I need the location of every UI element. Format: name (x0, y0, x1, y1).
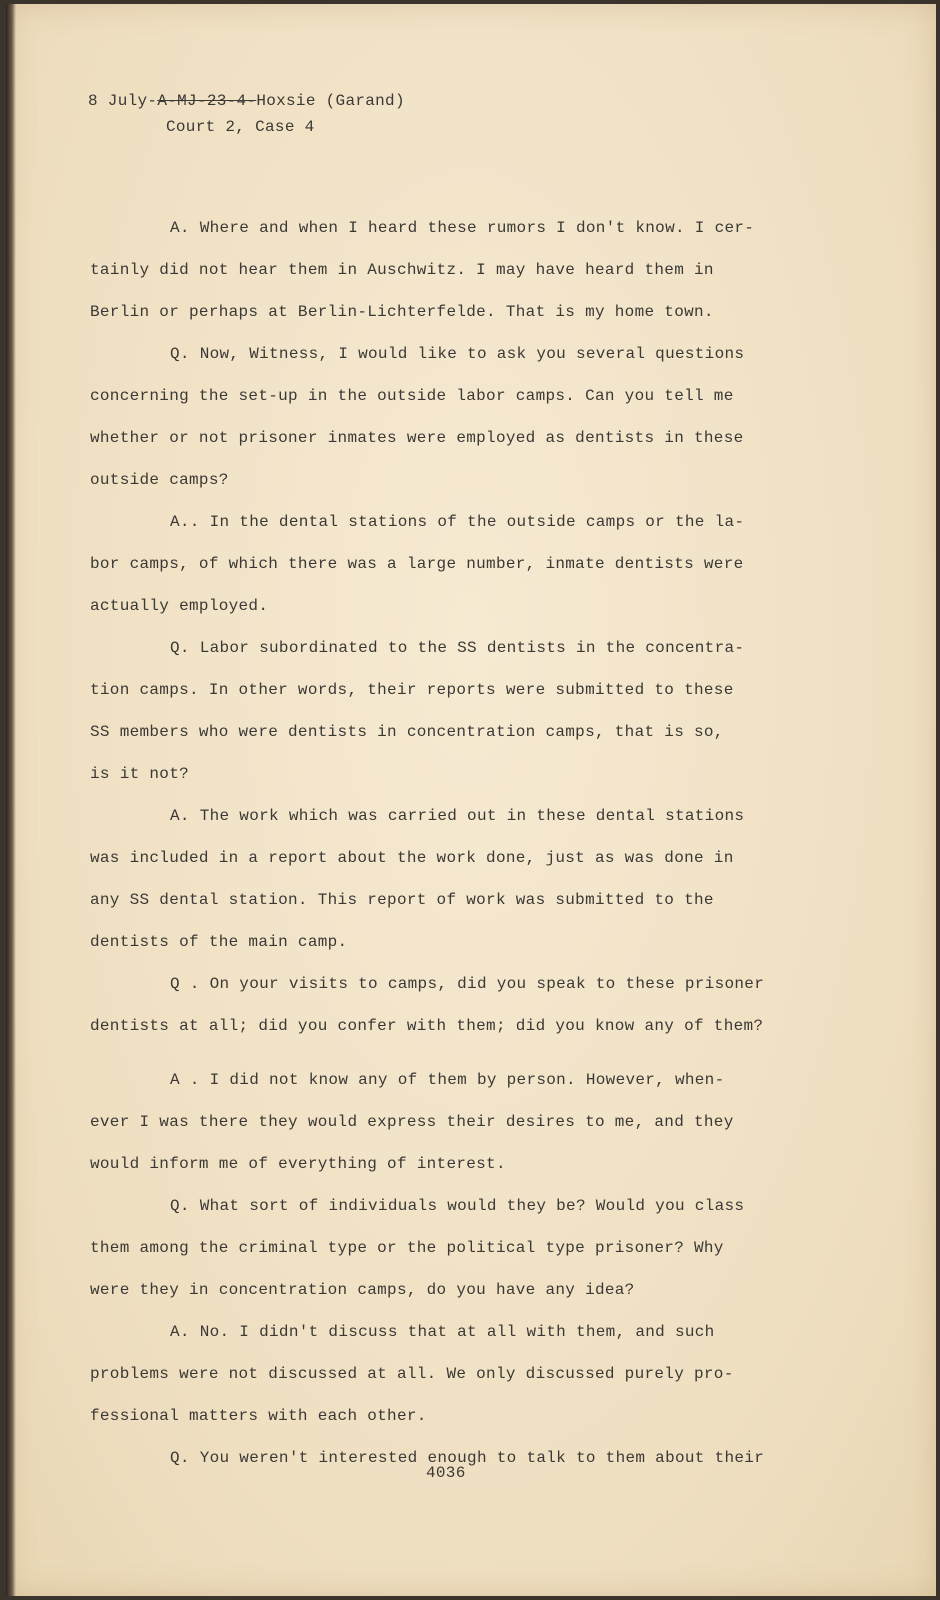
paragraph-first-line: Q. What sort of individuals would they be? Would you class (170, 1197, 745, 1215)
document-header (88, 88, 405, 140)
paragraph-line: were they in concentration camps, do you have any idea? (90, 1281, 635, 1299)
paragraph-line: was included in a report about the work done, just as was done in (90, 849, 734, 867)
paragraph-line: tion camps. In other words, their reports were submitted to these (90, 681, 734, 699)
transcript-body (90, 207, 810, 1479)
paragraph-gap (90, 1047, 810, 1059)
paragraph-line: dentists at all; did you confer with them; did you know any of them? (90, 1017, 764, 1035)
paragraph-first-line: A. No. I didn't discuss that at all with them, and such (170, 1323, 715, 1341)
document-page (6, 4, 936, 1596)
paragraph-first-line: A.. In the dental stations of the outside camps or the la- (170, 513, 745, 531)
header-names: Hoxsie (Garand) (256, 92, 405, 110)
paragraph-first-line: Q . On your visits to camps, did you speak to these prisoner (170, 975, 765, 993)
paragraph-first-line: A. Where and when I heard these rumors I don't know. I cer- (170, 219, 755, 237)
paragraph-line: actually employed. (90, 597, 269, 615)
header-date: 8 July- (88, 92, 158, 110)
paragraph-line: tainly did not hear them in Auschwitz. I may have heard them in (90, 261, 714, 279)
paragraph-first-line: A. The work which was carried out in these dental stations (170, 807, 745, 825)
paragraph-first-line: Q. Now, Witness, I would like to ask you several questions (170, 345, 745, 363)
page-number: 4036 (426, 1464, 466, 1482)
paragraph-line: them among the criminal type or the political type prisoner? Why (90, 1239, 724, 1257)
paragraph-line: SS members who were dentists in concentration camps, that is so, (90, 723, 724, 741)
page-binding-edge (6, 4, 16, 1596)
paragraph-line: Berlin or perhaps at Berlin-Lichterfelde. That is my home town. (90, 303, 714, 321)
paragraph-line: bor camps, of which there was a large number, inmate dentists were (90, 555, 744, 573)
paragraph-line: fessional matters with each other. (90, 1407, 427, 1425)
paragraph-line: any SS dental station. This report of work was submitted to the (90, 891, 714, 909)
paragraph-first-line: A . I did not know any of them by person. However, when- (170, 1071, 725, 1089)
paragraph-line: dentists of the main camp. (90, 933, 348, 951)
paragraph-line: outside camps? (90, 471, 229, 489)
header-struck-code: A-MJ-23-4- (157, 92, 257, 110)
paragraph-line: whether or not prisoner inmates were employed as dentists in these (90, 429, 744, 447)
paragraph-line: would inform me of everything of interest. (90, 1155, 506, 1173)
header-line-1 (88, 88, 405, 114)
paragraph-line: concerning the set-up in the outside labor camps. Can you tell me (90, 387, 734, 405)
paragraph-line: ever I was there they would express their desires to me, and they (90, 1113, 734, 1131)
paragraph-line: is it not? (90, 765, 190, 783)
paragraph-first-line: Q. You weren't interested enough to talk to them about their (170, 1449, 765, 1467)
header-court-case: Court 2, Case 4 (166, 118, 315, 136)
paragraph-line: problems were not discussed at all. We only discussed purely pro- (90, 1365, 734, 1383)
paragraph-first-line: Q. Labor subordinated to the SS dentists in the concentra- (170, 639, 745, 657)
